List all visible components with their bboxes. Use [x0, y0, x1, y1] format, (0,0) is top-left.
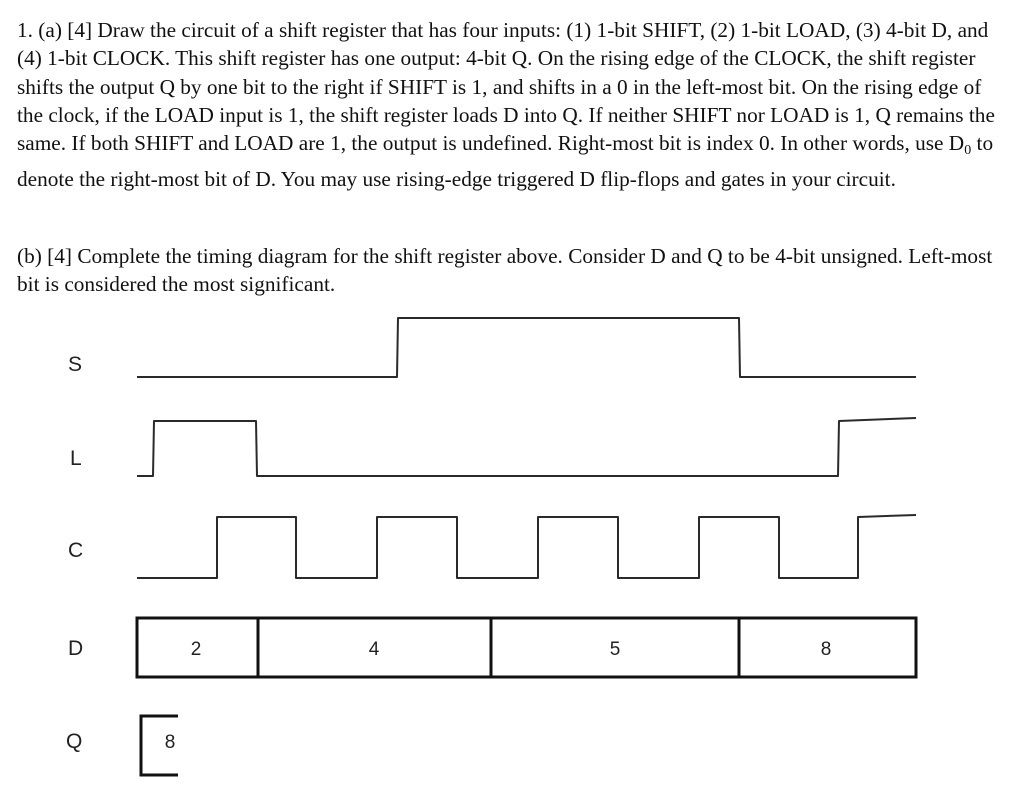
waveform-c: [137, 515, 916, 578]
bus-d-value: 2: [190, 639, 202, 660]
bus-d-value: 8: [820, 639, 832, 660]
part-a-text: 1. (a) [4] Draw the circuit of a shift register that has four inputs: (1) 1-bit SHIFT, (2) 1-bit LOAD, (3) 4-bit D, and (4) 1-bit CLOCK. This shift register has one output: 4-bit Q. On the rising edge of the CLOCK, the shift register shifts the output Q by one bit to the right if SHIFT is 1, and shifts in a 0 in the left-most bit. On the rising edge of the clock, if the LOAD input is 1, the shift register loads D into Q. If neither SHIFT nor LOAD is 1, Q remains the same. If both SHIFT and LOAD are 1, the output is undefined. Right-most bit is index 0. In other words, use D: [17, 18, 995, 156]
signal-label-c: C: [68, 539, 84, 562]
waveform-s: [137, 318, 916, 377]
part-a-subscript: 0: [964, 143, 972, 159]
signal-label-q: Q: [66, 730, 83, 753]
signal-label-d: D: [68, 637, 84, 660]
bus-d-value: 5: [609, 639, 621, 660]
signal-label-l: L: [70, 447, 82, 470]
signal-label-s: S: [68, 353, 83, 376]
part-a-text-continued: to denote the right-most bit of D. You may use rising-edge triggered D flip-flops and gates in your circuit.: [17, 131, 994, 192]
waveform-l: [137, 418, 916, 476]
bus-d-value: 4: [368, 639, 380, 660]
bus-d-outline: [137, 618, 916, 677]
question-part-b: (b) [4] Complete the timing diagram for the shift register above. Consider D and Q to be 4-bit unsigned. Left-most bit is considered the most significant.: [17, 244, 993, 297]
bus-q-value: 8: [164, 732, 176, 753]
